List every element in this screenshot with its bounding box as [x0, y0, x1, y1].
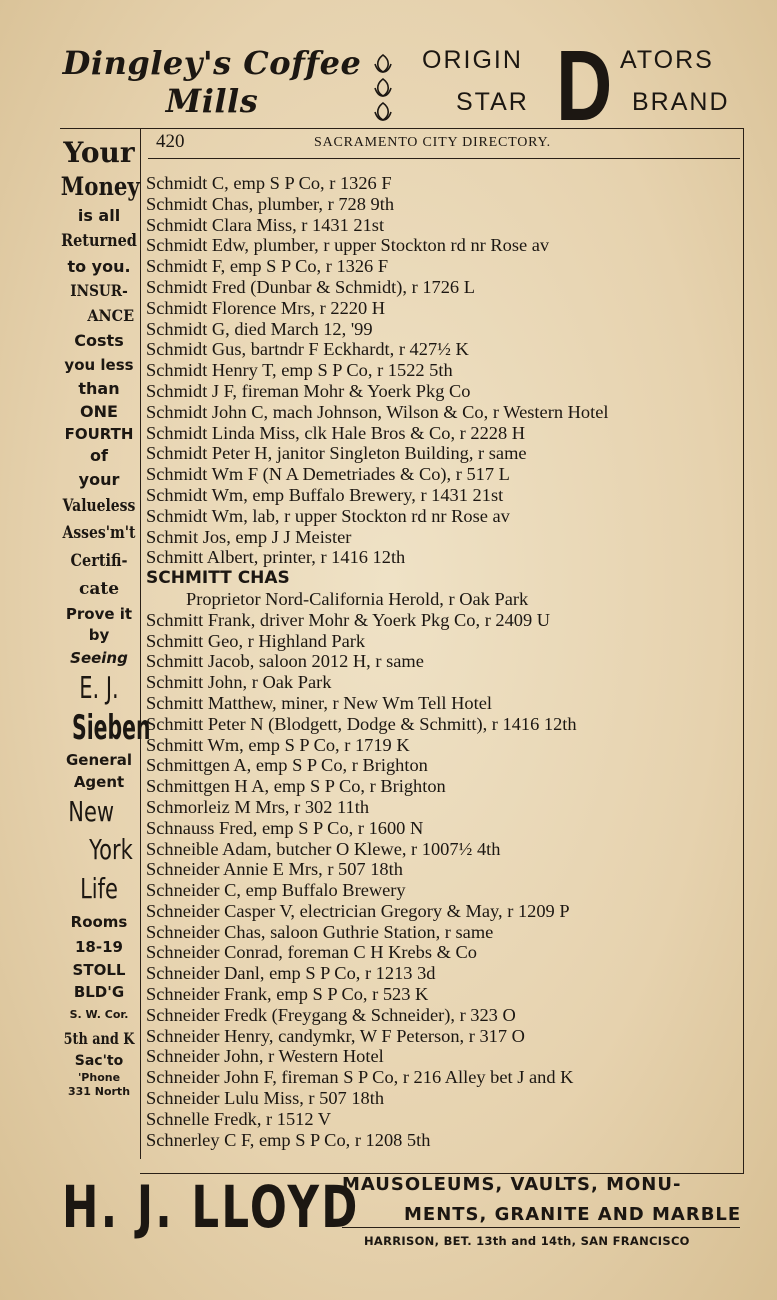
sidebar-line: Sac'to [74, 1053, 124, 1069]
sidebar-line: 'Phone [77, 1071, 121, 1084]
list-item: Schneible Adam, butcher O Klewe, r 1007½ 4th [146, 838, 501, 859]
list-item: Schneider Danl, emp S P Co, r 1213 3d [146, 963, 436, 984]
list-item: Schneider Frank, emp S P Co, r 523 K [146, 984, 429, 1005]
header-ad-dingleys [62, 44, 362, 120]
list-item: Schmidt Edw, plumber, r upper Stockton rd nr Rose av [146, 235, 550, 256]
list-item: Schnauss Fred, emp S P Co, r 1600 N [146, 817, 424, 838]
list-item: Schmitt Geo, r Highland Park [146, 630, 366, 651]
header-star-start: STAR [456, 88, 529, 116]
sidebar-line: Money [60, 172, 140, 201]
sidebar-line: by [88, 626, 110, 644]
sidebar-line: New [68, 795, 115, 828]
list-item: Schmitt Jacob, saloon 2012 H, r same [146, 651, 424, 672]
footer-ad-line2: MENTS, GRANITE AND MARBLE [404, 1204, 742, 1225]
list-item: Schmidt G, died March 12, '99 [146, 318, 373, 339]
list-item: Schneider John F, fireman S P Co, r 216 Alley bet J and K [146, 1067, 574, 1088]
sidebar-line: BLD'G [73, 983, 125, 1001]
list-item: Schnerley C F, emp S P Co, r 1208 5th [146, 1129, 431, 1150]
sidebar-line: Seeing [70, 649, 128, 667]
list-item: Schmorleiz M Mrs, r 302 11th [146, 796, 370, 817]
list-item: Schmidt Gus, bartndr F Eckhardt, r 427½ K [146, 339, 469, 360]
sidebar-line: than [78, 379, 120, 398]
sidebar-line: Rooms [70, 913, 128, 931]
page-number: 420 [156, 131, 185, 152]
list-item: Schmidt Clara Miss, r 1431 21st [146, 214, 385, 235]
sidebar-line: 18-19 [75, 938, 123, 956]
list-item: Schneider Fredk (Freygang & Schneider), r 323 O [146, 1004, 516, 1025]
header-originators-end: ATORS [620, 46, 714, 74]
sidebar-line: Your [63, 136, 135, 169]
list-item: Schmidt Florence Mrs, r 2220 H [146, 297, 386, 318]
sidebar-line: is all [77, 206, 121, 225]
header-originators-start: ORIGIN [422, 46, 523, 74]
sidebar-line: Sieben [72, 708, 151, 748]
list-item: Schneider Annie E Mrs, r 507 18th [146, 859, 403, 880]
list-item: Schmit Jos, emp J J Meister [146, 526, 352, 547]
list-item: Schmitt Frank, driver Mohr & Yoerk Pkg Co, r 2409 U [146, 609, 551, 630]
list-item: Schmidt John C, mach Johnson, Wilson & Co, r Western Hotel [146, 401, 609, 422]
list-item: Schneider Chas, saloon Guthrie Station, r same [146, 921, 494, 942]
footer-ad-name: H. J. LLOYD [62, 1173, 360, 1241]
sidebar-line: York [89, 833, 133, 866]
sidebar-line: Valueless [62, 496, 136, 516]
sidebar-line: E. J. [79, 671, 119, 706]
footer-ad-address: HARRISON, BET. 13th and 14th, SAN FRANCISCO [364, 1234, 690, 1248]
fleur-ornament-icon [370, 52, 396, 124]
list-item: Schmidt Wm F (N A Demetriades & Co), r 517 L [146, 464, 510, 485]
sidebar-line: 331 North [67, 1085, 131, 1098]
header-rule [148, 158, 740, 159]
footer-ad-line1: MAUSOLEUMS, VAULTS, MONU- [342, 1174, 682, 1195]
sidebar-line: INSUR- [70, 281, 128, 300]
list-item-continuation: Proprietor Nord-California Herold, r Oak Park [186, 588, 529, 609]
list-item: Schmidt Linda Miss, clk Hale Bros & Co, r 2228 H [146, 422, 526, 443]
list-item-bold-heading: SCHMITT CHAS [146, 568, 290, 589]
list-item: Schmidt Chas, plumber, r 728 9th [146, 193, 395, 214]
sidebar-line: to you. [67, 257, 131, 276]
sidebar-line: you less [64, 356, 134, 374]
header-ad-line2: Mills [165, 82, 259, 120]
sidebar-line: 5th and K [63, 1029, 135, 1048]
sidebar-line: your [78, 470, 120, 489]
list-item: Schmittgen H A, emp S P Co, r Brighton [146, 776, 446, 797]
list-item: Schmitt Albert, printer, r 1416 12th [146, 547, 406, 568]
sidebar-line: STOLL [72, 961, 126, 979]
list-item: Schmitt Wm, emp S P Co, r 1719 K [146, 734, 410, 755]
running-head: SACRAMENTO CITY DIRECTORY. [314, 135, 551, 150]
sidebar-line: S. W. Cor. [69, 1008, 129, 1021]
sidebar-line: Certifi- [70, 551, 128, 571]
sidebar-line: ONE [80, 402, 118, 421]
list-item: Schmidt Wm, emp Buffalo Brewery, r 1431 21st [146, 484, 504, 505]
sidebar-line: Life [80, 872, 118, 905]
list-item: Schmidt Peter H, janitor Singleton Building, r same [146, 443, 527, 464]
sidebar-line: Costs [74, 331, 124, 350]
list-item: Schmidt Fred (Dunbar & Schmidt), r 1726 L [146, 276, 475, 297]
footer-rule [342, 1227, 740, 1228]
list-item: Schmidt C, emp S P Co, r 1326 F [146, 173, 392, 193]
sidebar-line: Asses'm't [62, 523, 136, 543]
list-item: Schmidt Henry T, emp S P Co, r 1522 5th [146, 360, 453, 381]
directory-entries [146, 173, 746, 1150]
header-star-end: BRAND [632, 88, 730, 116]
sidebar-line: cate [78, 579, 120, 599]
list-item: Schmidt J F, fireman Mohr & Yoerk Pkg Co [146, 380, 471, 401]
sidebar-line: Agent [73, 773, 125, 791]
sidebar-line: Returned [61, 231, 137, 251]
list-item: Schmitt Matthew, miner, r New Wm Tell Hotel [146, 692, 492, 713]
list-item: Schneider Casper V, electrician Gregory & May, r 1209 P [146, 900, 570, 921]
sidebar-line: of [90, 446, 108, 465]
header-big-letter: D [556, 30, 613, 142]
list-item: Schmidt Wm, lab, r upper Stockton rd nr Rose av [146, 505, 510, 526]
list-item: Schmitt John, r Oak Park [146, 672, 332, 693]
sidebar-line: FOURTH [64, 425, 134, 443]
list-item: Schneider Conrad, foreman C H Krebs & Co [146, 942, 477, 963]
sidebar-line: Prove it [65, 605, 133, 623]
list-item: Schnelle Fredk, r 1512 V [146, 1108, 332, 1129]
sidebar-ad [54, 136, 151, 1099]
list-item: Schmittgen A, emp S P Co, r Brighton [146, 755, 428, 776]
list-item: Schneider C, emp Buffalo Brewery [146, 880, 406, 901]
list-item: Schmidt F, emp S P Co, r 1326 F [146, 256, 389, 277]
list-item: Schneider Lulu Miss, r 507 18th [146, 1088, 385, 1109]
sidebar-line: ANCE [87, 306, 135, 325]
sidebar-line: General [66, 751, 132, 769]
list-item: Schneider Henry, candymkr, W F Peterson, r 317 O [146, 1025, 525, 1046]
list-item: Schmitt Peter N (Blodgett, Dodge & Schmitt), r 1416 12th [146, 713, 577, 734]
list-item: Schneider John, r Western Hotel [146, 1046, 384, 1067]
header-ad-line1: Dingley's Coffee [62, 44, 362, 82]
